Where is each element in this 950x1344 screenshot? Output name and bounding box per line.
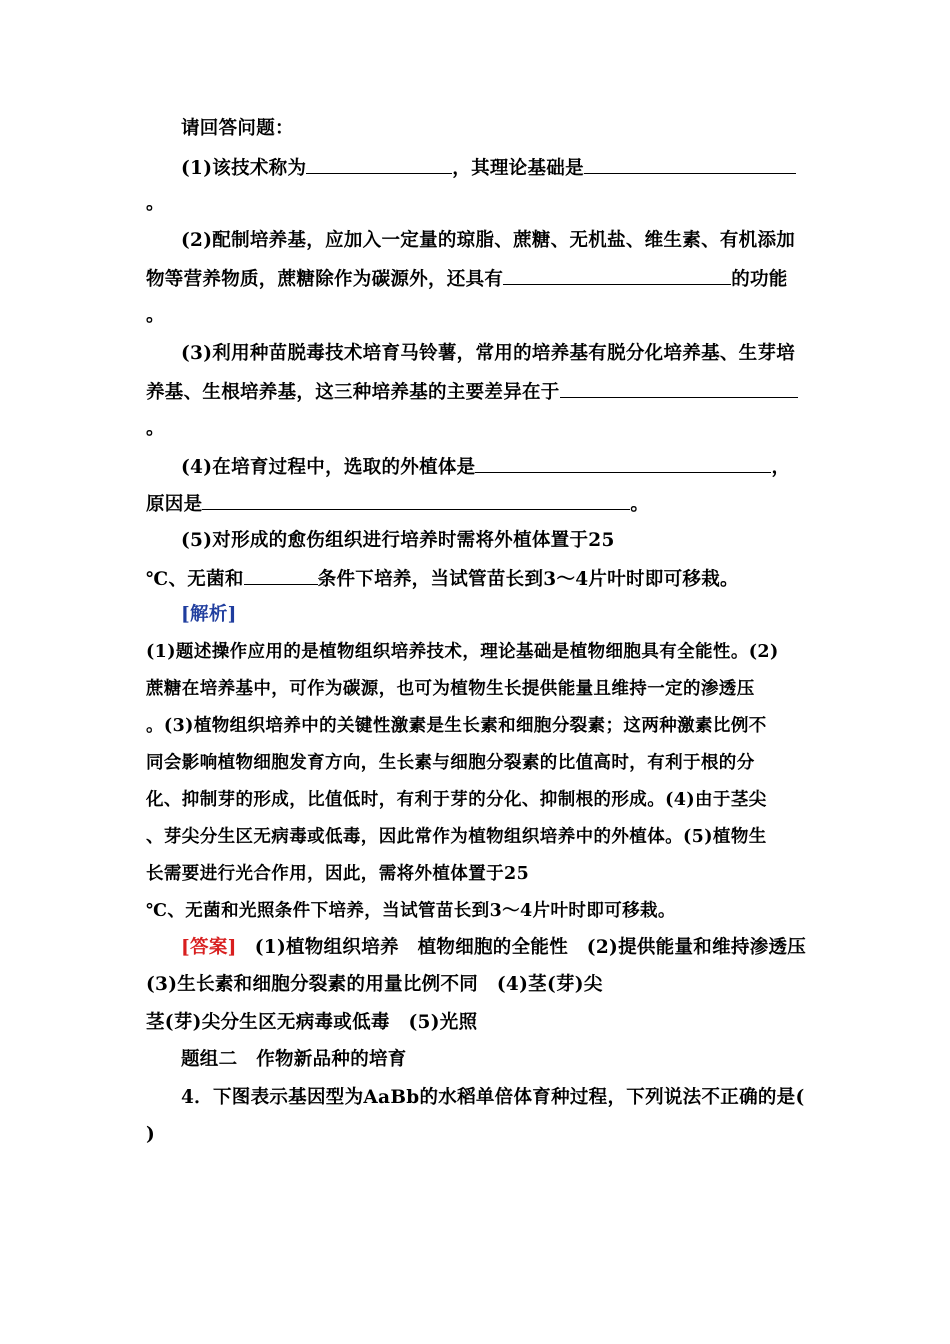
prompt-text: 请回答问题： bbox=[181, 118, 294, 139]
question-5-cont bbox=[146, 566, 739, 592]
q1-blank-2 bbox=[584, 155, 796, 174]
q2-text-a: 物等营养物质，蔗糖除作为碳源外，还具有 bbox=[146, 269, 504, 290]
analysis-text: 。(3)植物组织培养中的关键性激素是生长素和细胞分裂素；这两种激素比例不 bbox=[146, 716, 767, 736]
question-4-reason bbox=[146, 491, 649, 517]
q1-period: 。 bbox=[146, 193, 165, 214]
question-3 bbox=[181, 342, 795, 366]
analysis-text: (1)题述操作应用的是植物组织培养技术，理论基础是植物细胞具有全能性。(2) bbox=[146, 642, 779, 662]
analysis-line-6 bbox=[146, 825, 767, 849]
q4-blank-2 bbox=[202, 491, 630, 510]
analysis-line-8 bbox=[146, 899, 676, 923]
analysis-tag-text: [解析] bbox=[181, 604, 237, 625]
q4-main-text: 4．下图表示基因型为AaBb的水稻单倍体育种过程，下列说法不正确的是( bbox=[181, 1087, 805, 1108]
analysis-text: 化、抑制芽的形成，比值低时，有利于芽的分化、抑制根的形成。(4)由于茎尖 bbox=[146, 790, 767, 810]
q5-blank bbox=[244, 566, 318, 585]
q4-period: 。 bbox=[630, 494, 650, 515]
analysis-text: 同会影响植物细胞发育方向，生长素与细胞分裂素的比值高时，有利于根的分 bbox=[146, 753, 755, 773]
question-3-end bbox=[146, 417, 165, 441]
answer-text: 茎(芽)尖分生区无病毒或低毒 (5)光照 bbox=[146, 1012, 478, 1033]
q4-text-b: ， bbox=[771, 457, 791, 478]
analysis-text: 蔗糖在培养基中，可作为碳源，也可为植物生长提供能量且维持一定的渗透压 bbox=[146, 679, 755, 699]
question-prompt bbox=[181, 117, 294, 141]
section-title bbox=[181, 1048, 407, 1072]
q5-text-b: 条件下培养，当试管苗长到3～4片叶时即可移栽。 bbox=[317, 569, 739, 590]
answer-tag: [答案] bbox=[181, 937, 237, 958]
question-4-main bbox=[181, 1086, 805, 1110]
section-title-text: 题组二 作物新品种的培育 bbox=[181, 1049, 407, 1070]
q3-period: 。 bbox=[146, 418, 165, 439]
question-3-cont bbox=[146, 379, 798, 405]
answer-line-1 bbox=[181, 936, 806, 960]
question-4-stem bbox=[181, 454, 790, 480]
analysis-tag bbox=[181, 603, 237, 627]
q3-text: (3)利用种苗脱毒技术培育马铃薯，常用的培养基有脱分化培养基、生芽培 bbox=[181, 343, 796, 364]
q4-reason-label: 原因是 bbox=[146, 494, 203, 515]
q4-blank-1 bbox=[475, 454, 771, 473]
analysis-line-2 bbox=[146, 677, 755, 701]
question-2-end bbox=[146, 304, 165, 328]
q4-text-a: (4)在培育过程中，选取的外植体是 bbox=[181, 457, 476, 478]
question-1-end bbox=[146, 192, 165, 216]
q2-text: (2)配制培养基，应加入一定量的琼脂、蔗糖、无机盐、维生素、有机添加 bbox=[181, 230, 796, 251]
analysis-text: ℃、无菌和光照条件下培养，当试管苗长到3～4片叶时即可移栽。 bbox=[146, 901, 676, 921]
analysis-line-5 bbox=[146, 788, 767, 812]
q2-blank bbox=[503, 266, 731, 285]
analysis-text: 、芽尖分生区无病毒或低毒，因此常作为植物组织培养中的外植体。(5)植物生 bbox=[146, 827, 767, 847]
question-5 bbox=[181, 529, 615, 553]
q2-text-b: 的功能 bbox=[731, 269, 788, 290]
q3-blank bbox=[560, 379, 798, 398]
q5-text: (5)对形成的愈伤组织进行培养时需将外植体置于25 bbox=[181, 530, 615, 551]
q5-text-a: ℃、无菌和 bbox=[146, 569, 244, 590]
answer-line-2 bbox=[146, 973, 603, 997]
question-2-cont bbox=[146, 266, 788, 292]
analysis-text: 长需要进行光合作用，因此，需将外植体置于25 bbox=[146, 864, 530, 884]
answer-text: (3)生长素和细胞分裂素的用量比例不同 (4)茎(芽)尖 bbox=[146, 974, 603, 995]
question-4-main-end bbox=[146, 1123, 155, 1147]
analysis-line-1 bbox=[146, 640, 779, 664]
q1-text-a: (1)该技术称为 bbox=[181, 158, 307, 179]
q2-period: 。 bbox=[146, 305, 165, 326]
q1-blank-1 bbox=[306, 155, 452, 174]
analysis-line-7 bbox=[146, 862, 529, 886]
analysis-line-4 bbox=[146, 751, 755, 775]
analysis-line-3 bbox=[146, 714, 767, 738]
question-2 bbox=[181, 229, 795, 253]
question-1 bbox=[181, 155, 796, 181]
answer-line-3 bbox=[146, 1011, 477, 1035]
q1-text-b: ，其理论基础是 bbox=[452, 158, 584, 179]
answer-text: (1)植物组织培养 植物细胞的全能性 (2)提供能量和维持渗透压 bbox=[254, 937, 807, 958]
q4-main-close: ) bbox=[146, 1124, 156, 1145]
q3-text-a: 养基、生根培养基，这三种培养基的主要差异在于 bbox=[146, 382, 560, 403]
